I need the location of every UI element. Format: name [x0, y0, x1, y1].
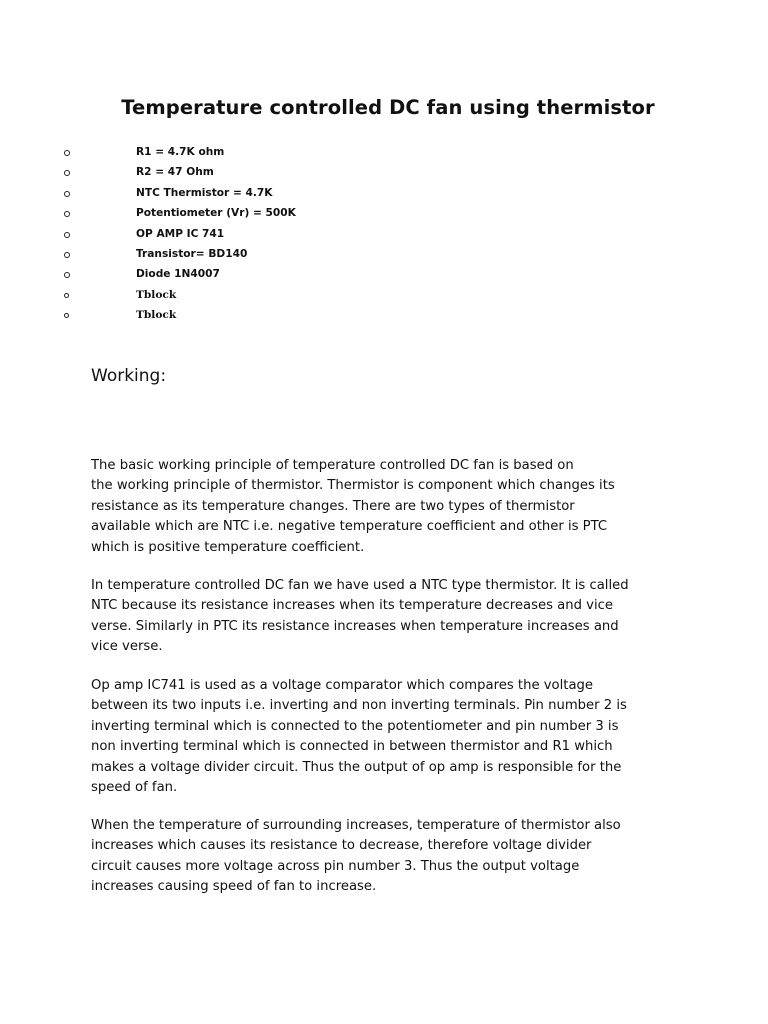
hollow-bullet-icon: [64, 211, 70, 217]
component-label: Tblock: [136, 288, 177, 301]
list-item: [0, 162, 768, 182]
working-heading: Working:: [91, 366, 167, 386]
list-item: [0, 244, 768, 264]
component-label: Potentiometer (Vr) = 500K: [136, 207, 296, 220]
list-item: [0, 183, 768, 203]
component-label: R2 = 47 Ohm: [136, 166, 214, 179]
paragraph: In temperature controlled DC fan we have used a NTC type thermistor. It is called NTC because its resistance increases when its temperature decreases and vice verse. Similarly in PTC its resistance increases when temperature increases and vice verse.: [91, 578, 629, 655]
hollow-bullet-icon: [64, 150, 70, 156]
paragraph: When the temperature of surrounding increases, temperature of thermistor also increases which causes its resistance to decrease, therefore voltage divider circuit causes more voltage across pin number 3. Thus the output voltage increases causing speed of fan to increase.: [91, 818, 621, 895]
hollow-bullet-icon: [64, 191, 70, 197]
hollow-bullet-icon: [64, 252, 70, 258]
paragraph: The basic working principle of temperature controlled DC fan is based on the working principle of thermistor. Thermistor is component which changes its resistance as its temperature changes. There are two types of thermistor available which are NTC i.e. negative temperature coefficient and other is PTC which is positive temperature coefficient.: [91, 458, 615, 555]
list-item: [0, 264, 768, 284]
component-list: [0, 142, 768, 326]
hollow-bullet-icon: [64, 313, 69, 318]
list-item: [0, 203, 768, 223]
paragraph: Op amp IC741 is used as a voltage comparator which compares the voltage between its two inputs i.e. inverting and non inverting terminals. Pin number 2 is inverting terminal which is connected to the potentiometer and pin number 3 is non inverting terminal which is connected in between thermistor and R1 which makes a voltage divider circuit. Thus the output of op amp is responsible for the speed of fan.: [91, 678, 627, 796]
hollow-bullet-icon: [64, 293, 69, 298]
component-label: Tblock: [136, 309, 177, 322]
component-label: Diode 1N4007: [136, 268, 220, 281]
list-item: [0, 142, 768, 162]
component-label: OP AMP IC 741: [136, 227, 225, 240]
document-title: Temperature controlled DC fan using thermistor: [121, 96, 655, 119]
hollow-bullet-icon: [64, 272, 70, 278]
list-item: [0, 285, 768, 305]
component-label: R1 = 4.7K ohm: [136, 146, 225, 158]
hollow-bullet-icon: [64, 232, 70, 238]
hollow-bullet-icon: [64, 170, 70, 176]
component-label: NTC Thermistor = 4.7K: [136, 186, 273, 199]
list-item: [0, 305, 768, 325]
component-label: Transistor= BD140: [136, 247, 248, 260]
list-item: [0, 224, 768, 244]
